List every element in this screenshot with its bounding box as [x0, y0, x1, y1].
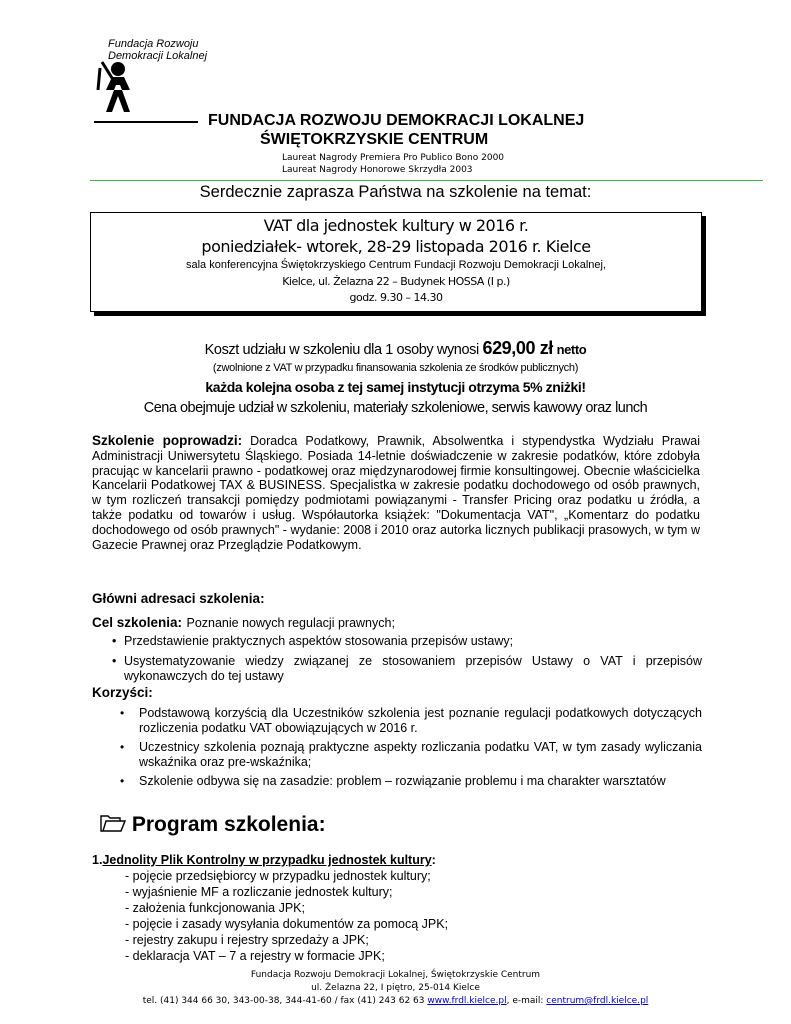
bullet-icon: •	[120, 740, 125, 754]
benefit-item: • Podstawową korzyścią dla Uczestników szkolenia jest poznanie regulacji podatkowych dotyczących rozliczenia podatku VAT obowiązujących w 2016 r.	[120, 706, 702, 735]
goal-item: • Przedstawienie praktycznych aspektów stosowania przepisów ustawy;	[112, 634, 514, 648]
event-info-box	[90, 212, 702, 312]
header-divider	[90, 180, 763, 181]
logo-text	[108, 38, 207, 62]
vat-note: (zwolnione z VAT w przypadku finansowania szkolenia ze środków publicznych)	[212, 362, 579, 374]
footer-organization: Fundacja Rozwoju Demokracji Lokalnej, Świętokrzyskie Centrum	[250, 970, 541, 980]
cost-line	[0, 338, 791, 359]
trainer-label: Szkolenie poprowadzi:	[92, 433, 243, 448]
trainer-text: Doradca Podatkowy, Prawnik, Absolwentka i stypendystka Wydziału Prawai Administracji Uniwersytetu Śląskiego. Posiada 14-letnie doświadczenie w zakresie podatków, które zdobyła pracując w kancelarii prawno - podatkowej oraz międzynarodowej firmie konsultingowej. Obecnie właścicielka Kancelarii Podatkowej TAX & BUSINESS. Specjalistka w zakresie podatku dochodowego od osób prawnych, w tym rozliczeń transakcji pomiędzy podmiotami powiązanymi - Transfer Pricing oraz podatku u źródła, a także podatku od towarów i usług. Współautorka książek: "Dokumentacja VAT", „Komentarz do podatku dochodowego od osób prawnych" - wydanie: 2008 i 2010 oraz autorka licznych publikacji prasowych, w tym w Gazecie Prawnej oraz Przeglądzie Podatkowym.	[92, 434, 701, 552]
invitation-text: Serdecznie zaprasza Państwa na szkolenie na temat:	[199, 183, 592, 201]
event-hours: godz. 9.30 – 14.30	[349, 291, 443, 304]
cost-amount: 629,00 zł	[482, 338, 553, 358]
folder-icon	[100, 814, 126, 832]
bullet-icon: •	[112, 654, 117, 668]
logo-line-2: Demokracji Lokalnej	[108, 50, 208, 62]
audience-heading: Główni adresaci szkolenia:	[92, 591, 265, 606]
bullet-icon: •	[120, 774, 125, 788]
discount-line	[0, 379, 791, 395]
goal-label: Cel szkolenia:	[92, 615, 183, 630]
award-line-1: Laureat Nagrody Premiera Pro Publico Bono 2000	[282, 153, 505, 163]
price-includes: Cena obejmuje udział w szkoleniu, materiały szkoleniowe, serwis kawowy oraz lunch	[143, 400, 648, 416]
program-list-item: - deklaracja VAT – 7 a rejestry w formacie JPK;	[125, 949, 385, 963]
footer-email-label: , e-mail:	[506, 996, 544, 1006]
bullet-icon: •	[120, 706, 125, 720]
benefit-item: • Szkolenie odbywa się na zasadzie: problem – rozwiązanie problemu i ma charakter warsztatów	[120, 774, 666, 788]
logo-line-1: Fundacja Rozwoju	[108, 38, 199, 50]
organization-name: FUNDACJA ROZWOJU DEMOKRACJI LOKALNEJ	[208, 112, 585, 129]
discount-prefix: każda kolejna osoba z tej samej instytucji otrzyma	[205, 379, 520, 395]
program-list-item: - pojęcie przedsiębiorcy w przypadku jednostek kultury;	[125, 869, 431, 883]
program-list-item: - wyjaśnienie MF a rozliczanie jednostek kultury;	[125, 885, 393, 899]
footer-phones: tel. (41) 344 66 30, 343-00-38, 344-41-60 / fax (41) 243 62 63	[142, 996, 425, 1006]
goal-text: Poznanie nowych regulacji prawnych;	[186, 616, 395, 630]
discount-value: 5% zniżki!	[522, 379, 586, 395]
award-line-2: Laureat Nagrody Honorowe Skrzydła 2003	[282, 165, 473, 175]
website-link[interactable]: www.frdl.kielce.pl	[427, 996, 507, 1006]
program-title-text: Program szkolenia:	[131, 813, 326, 836]
organization-center: ŚWIĘTOKRZYSKIE CENTRUM	[260, 131, 489, 148]
cost-suffix: netto	[556, 342, 587, 357]
cost-prefix: Koszt udziału w szkoleniu dla 1 osoby wynosi	[204, 342, 479, 358]
event-venue: sala konferencyjna Świętokrzyskiego Centrum Fundacji Rozwoju Demokracji Lokalnej,	[185, 259, 607, 271]
trainer-paragraph	[92, 434, 700, 552]
logo-figure-icon	[96, 60, 140, 120]
goal-line	[92, 614, 395, 632]
bullet-icon: •	[112, 634, 117, 648]
program-title	[100, 813, 326, 837]
goal-item: • Usystematyzowanie wiedzy związanej ze stosowaniem przepisów Ustawy o VAT i przepisów wykonawczych do tej ustawy	[112, 654, 702, 683]
benefits-label: Korzyści:	[92, 685, 153, 700]
program-section-title: 1.Jednolity Plik Kontrolny w przypadku jednostek kultury:	[92, 853, 436, 867]
program-section-name: Jednolity Plik Kontrolny w przypadku jednostek kultury	[102, 853, 432, 867]
footer-contact	[0, 996, 791, 1006]
email-link[interactable]: centrum@frdl.kielce.pl	[546, 996, 649, 1006]
program-list-item: - rejestry zakupu i rejestry sprzedaży a JPK;	[125, 933, 369, 947]
event-date: poniedziałek- wtorek, 28-29 listopada 2016 r. Kielce	[201, 237, 591, 256]
event-address: Kielce, ul. Żelazna 22 – Budynek HOSSA (I p.)	[282, 275, 510, 288]
logo-underline	[94, 121, 198, 123]
footer-address: ul. Żelazna 22, I piętro, 25-014 Kielce	[311, 983, 480, 993]
program-list-item: - założenia funkcjonowania JPK;	[125, 901, 305, 915]
program-list-item: - pojęcie i zasady wysyłania dokumentów za pomocą JPK;	[125, 917, 449, 931]
benefit-item: • Uczestnicy szkolenia poznają praktyczne aspekty rozliczania podatku VAT, w tym zasady wyliczania wskaźnika oraz pre-wskaźnika;	[120, 740, 702, 769]
event-title: VAT dla jednostek kultury w 2016 r.	[263, 216, 529, 235]
